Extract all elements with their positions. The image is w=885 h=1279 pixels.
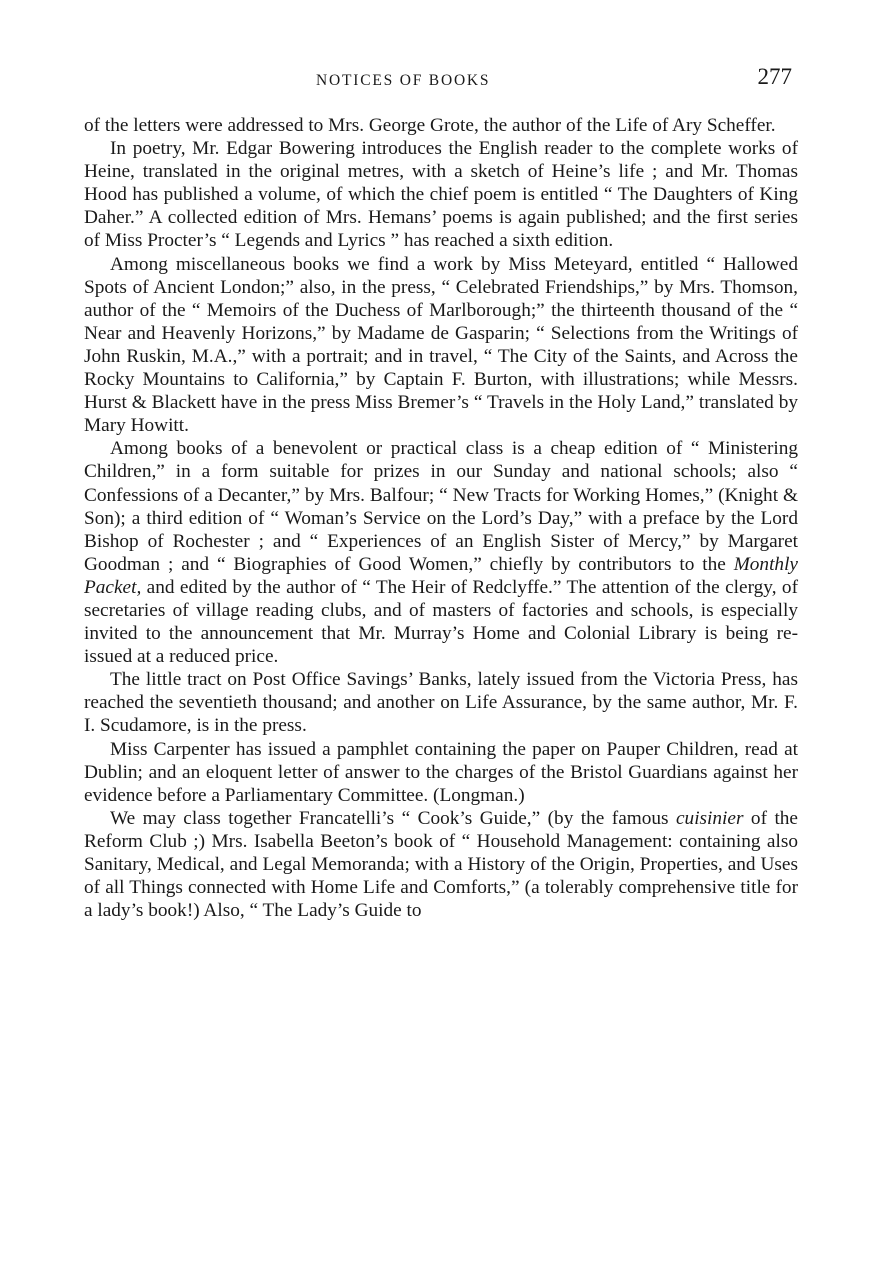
paragraph-continuation: of the letters were addressed to Mrs. George Grote, the author of the Life of Ary Scheffer. [84,115,776,136]
paragraph-poetry: In poetry, Mr. Edgar Bowering introduces the English reader to the complete works of Heine, translated in the original metres, with a sketch of Heine’s life ; and Mr. Thomas Hood has published a volume, of which the chief poem is entitled “ The Daughters of King Daher.” A collected edition of Mrs. Hemans’ poems is again published; and the first series of Miss Procter’s “ Legends and Lyrics ” has reached a sixth edition. [84,138,798,252]
page-header [84,66,798,100]
paragraph-text: Among books of a benevolent or practical class is a cheap edition of “ Ministering Children,” in a form suitable for prizes in our Sunday and national schools; also “ Confessions of a Decanter,” by Mrs. Balfour; “ New Tracts for Working Homes,” (Knight & Son); a third edition of “ Woman’s Service on the Lord’s Day,” with a preface by the Lord Bishop of Rochester ; and “ Experiences of an English Sister of Mercy,” by Margaret Goodman ; and “ Biographies of Good Women,” chiefly by contributors to the [84,438,798,575]
page-number: 277 [757,64,792,89]
paragraph-cookery [84,807,798,922]
paragraph-miscellaneous: Among miscellaneous books we find a work by Miss Meteyard, entitled “ Hallowed Spots of Ancient London;” also, in the press, “ Celebrated Friendships,” by Mrs. Thomson, author of the “ Memoirs of the Duchess of Marlborough;” the thirteenth thousand of the “ Near and Heavenly Horizons,” by Madame de Gasparin; “ Selections from the Writings of John Ruskin, M.A.,” with a portrait; and in travel, “ The City of the Saints, and Across the Rocky Mountains to California,” by Captain F. Burton, with illustrations; while Messrs. Hurst & Blackett have in the press Miss Bremer’s “ Travels in the Holy Land,” translated by Mary Howitt. [84,253,798,437]
italic-title: Monthly Packet, [84,553,798,598]
book-page [84,66,798,922]
paragraph-savings-banks: The little tract on Post Office Savings’ Banks, lately issued from the Victoria Press, has reached the seventieth thousand; and another on Life Assurance, by the same author, Mr. F. I. Scudamore, is in the press. [84,669,798,737]
italic-word: cuisinier [676,807,744,829]
paragraph-carpenter: Miss Carpenter has issued a pamphlet containing the paper on Pauper Children, read at Dublin; and an eloquent letter of answer to the charges of the Bristol Guardians against her evidence before a Parliamentary Committee. (Longman.) [84,738,798,806]
paragraph-text: We may class together Francatelli’s “ Cook’s Guide,” (by the famous [110,807,676,829]
running-head: NOTICES OF BOOKS [316,72,491,89]
paragraph-text: and edited by the author of “ The Heir of Redclyffe.” The attention of the clergy, of secretaries of village reading clubs, and of masters of factories and schools, is especially invited to the announcement that Mr. Murray’s Home and Colonial Library is being re-issued at a reduced price. [84,576,798,668]
paragraph-text: of the Reform Club ;) Mrs. Isabella Beeton’s book of “ Household Management: containing also Sanitary, Medical, and Legal Memoranda; with a History of the Origin, Properties, and Uses of all Things connected with Home Life and Comforts,” (a tolerably comprehensive title for a lady’s book!) Also, “ The Lady’s Guide to [84,807,798,922]
article-body [84,114,798,922]
paragraph-benevolent [84,437,798,668]
